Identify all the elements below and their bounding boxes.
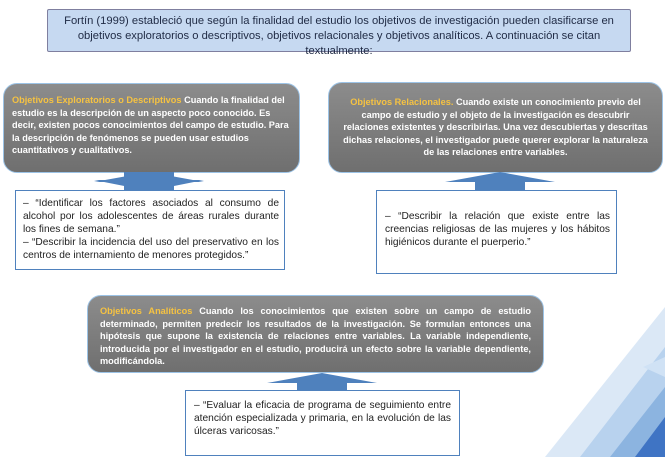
corner-decoration xyxy=(525,307,665,457)
relational-objectives-box xyxy=(328,82,663,173)
intro-text: Fortín (1999) estableció que según la finalidad del estudio los objetivos de investigación pueden clasificarse en objetivos exploratorios o descriptivos, objetivos relacionales y objetivos analíticos. A continuación se citan textualmente: xyxy=(64,15,614,57)
exploratory-title: Objetivos Exploratorios o Descriptivos xyxy=(12,95,182,105)
exploratory-objectives-box xyxy=(3,83,300,173)
relational-description: Cuando existe un conocimiento previo del campo de estudio y el objeto de la investigación es descubrir relaciones existentes y describirlas. Una vez descubiertas y descritas dichas relaciones, el investigador puede querer explorar la naturaleza de las relaciones entre variables. xyxy=(343,97,648,157)
exploratory-examples-box xyxy=(15,190,285,270)
arrow-exploratory xyxy=(54,170,244,192)
exploratory-description: Cuando la finalidad del estudio es la descripción de un aspecto poco conocido. Es decir, existen pocos conocimientos del campo de estudio. Para la descripción de fenómenos se pueden usar estudios cuantitativos y cualitativos. xyxy=(12,95,289,155)
arrow-relational xyxy=(405,170,595,192)
relational-title: Objetivos Relacionales. xyxy=(350,97,454,107)
intro-box xyxy=(47,9,631,57)
relational-example-box xyxy=(376,190,617,274)
exploratory-example-1: – “Identificar los factores asociados al consumo de alcohol por los adolescentes de áreas rurales durante los fines de semana.” xyxy=(23,198,279,235)
exploratory-example-2: – “Describir la incidencia del uso del preservativo en los centros de internamiento de menores protegidos.” xyxy=(23,237,279,261)
analytical-example-box xyxy=(185,390,460,456)
analytical-objectives-box xyxy=(87,295,544,373)
relational-example: – “Describir la relación que existe entre las creencias religiosas de las mujeres y los hábitos higiénicos durante el puerperio.” xyxy=(385,211,610,248)
analytical-description: Cuando los conocimientos que existen sobre un campo de estudio determinado, permiten predecir los resultados de la investigación. Se formulan entonces una hipótesis que supone la existencia de relaciones entre variables. La variable independiente, introducida por el investigador en el estudio, producirá un efecto sobre la variable dependiente, modificándola. xyxy=(100,306,531,366)
analytical-example: – “Evaluar la eficacia de programa de seguimiento entre atención especializada y primaria, en la evolución de las úlceras varicosas.” xyxy=(194,400,451,437)
analytical-title: Objetivos Analíticos xyxy=(100,306,193,316)
